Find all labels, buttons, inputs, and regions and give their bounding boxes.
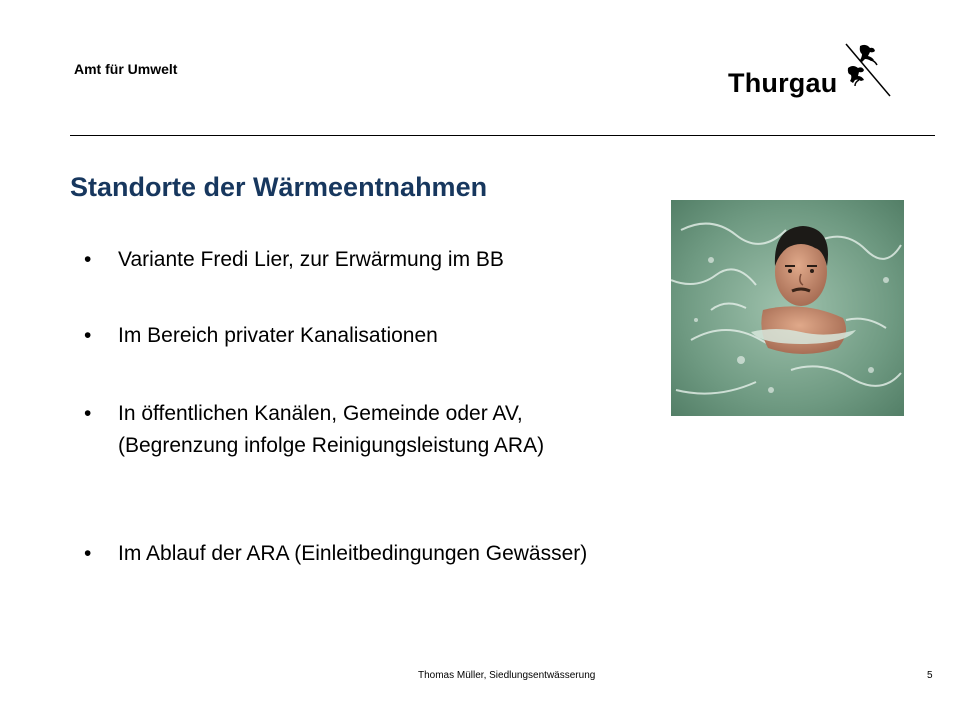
- bullet-text: In öffentlichen Kanälen, Gemeinde oder AV, (Begrenzung infolge Reinigungsleistung ARA): [118, 402, 545, 457]
- header-divider: [70, 135, 935, 136]
- brand-name: Thurgau: [728, 68, 838, 98]
- bullet-text: Im Bereich privater Kanalisationen: [118, 324, 438, 347]
- slide-title: Standorte der Wärmeentnahmen: [70, 172, 488, 202]
- org-name: Amt für Umwelt: [74, 61, 178, 77]
- bullet-marker: •: [84, 324, 92, 347]
- bullet-marker: •: [84, 402, 92, 425]
- footer-author: Thomas Müller, Siedlungsentwässerung: [418, 670, 596, 681]
- bullet-item: [84, 244, 644, 276]
- bullet-item: [84, 320, 644, 352]
- bullet-text: Variante Fredi Lier, zur Erwärmung im BB: [118, 248, 504, 271]
- bullet-marker: •: [84, 248, 92, 271]
- bullet-item: [84, 538, 644, 570]
- page-number: 5: [927, 670, 933, 681]
- bullet-marker: •: [84, 542, 92, 565]
- bullet-item: [84, 398, 644, 462]
- bullet-text: Im Ablauf der ARA (Einleitbedingungen Gewässer): [118, 542, 588, 565]
- swimmer-photo: [671, 200, 904, 416]
- thurgau-lions-crest-icon: [842, 40, 892, 100]
